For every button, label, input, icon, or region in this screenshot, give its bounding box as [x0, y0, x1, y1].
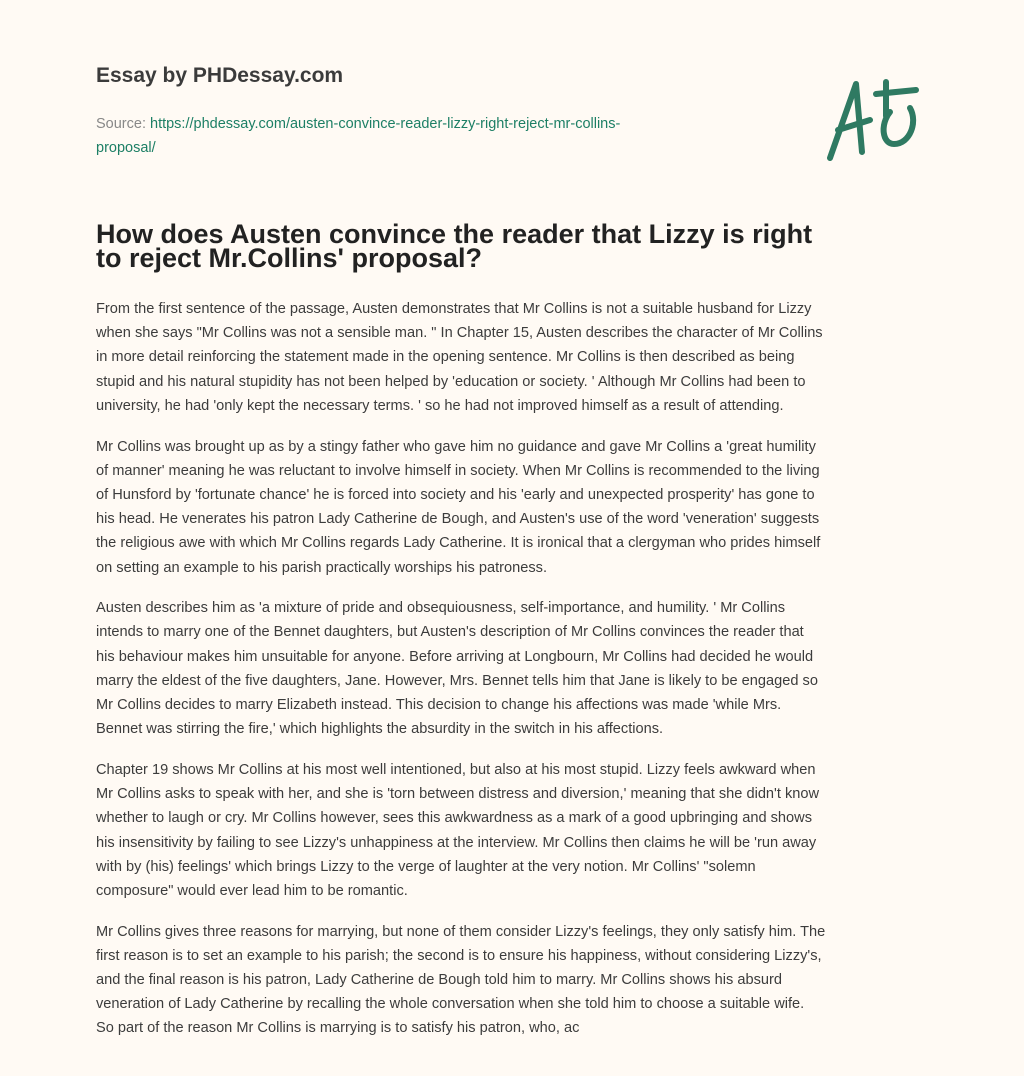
- a-plus-logo-icon: [820, 72, 930, 164]
- paragraph-line: Mr Collins decides to marry Elizabeth instead. This decision to change his affections was made 'while Mrs.: [96, 697, 782, 714]
- paragraph-line: marry the eldest of the five daughters, Jane. However, Mrs. Bennet tells him that Jane is likely to be engaged so: [96, 672, 818, 689]
- source-link[interactable]: [96, 116, 620, 156]
- paragraph-line: of Hunsford by 'fortunate chance' he is forced into society and his 'early and unexpected prosperity' has gone to: [96, 486, 815, 503]
- title-line: to reject Mr.Collins' proposal?: [96, 243, 482, 274]
- paragraph-line: of manner' meaning he was reluctant to involve himself in society. When Mr Collins is recommended to the living: [96, 462, 820, 479]
- paragraph-line: on setting an example to his parish practically worships his patroness.: [96, 559, 548, 576]
- essay-title: [96, 219, 936, 274]
- source-url-line: proposal/: [96, 140, 156, 156]
- paragraph: [96, 596, 946, 741]
- paragraph-line: veneration of Lady Catherine by recalling the whole conversation when she told him to choose a suitable wife.: [96, 996, 805, 1013]
- paragraph-line: and the final reason is his patron, Lady Catherine de Bough told him to marry. Mr Collins shows his absurd: [96, 972, 782, 989]
- paragraph-line: with by (his) feelings' which brings Lizzy to the verge of laughter at the very notion. Mr Collins' "solemn: [96, 858, 756, 875]
- paragraph: [96, 297, 946, 418]
- title-line: How does Austen convince the reader that Lizzy is right: [96, 219, 813, 249]
- paragraph-line: whether to laugh or cry. Mr Collins however, sees this awkwardness as a mark of a good upbringing and shows: [96, 810, 812, 827]
- source-line: [96, 112, 736, 160]
- paragraph-line: first reason is to set an example to his parish; the second is to ensure his happiness, without considering Lizzy's,: [96, 947, 822, 964]
- paragraph-line: intends to marry one of the Bennet daughters, but Austen's description of Mr Collins convinces the reader that: [96, 624, 804, 641]
- paragraph-line: Mr Collins was brought up as by a stingy father who gave him no guidance and gave Mr Collins a 'great humility: [96, 438, 816, 455]
- paragraph-line: the religious awe with which Mr Collins regards Lady Catherine. It is ironical that a clergyman who prides himself: [96, 535, 821, 552]
- paragraph: [96, 758, 946, 903]
- paragraph-line: Bennet was stirring the fire,' which highlights the absurdity in the switch in his affections.: [96, 721, 664, 738]
- source-url-line: https://phdessay.com/austen-convince-reader-lizzy-right-reject-mr-collins-: [150, 116, 621, 132]
- paragraph-line: So part of the reason Mr Collins is marrying is to satisfy his patron, who, ac: [96, 1020, 580, 1037]
- paragraph-line: stupid and his natural stupidity has not been helped by 'education or society. ' Although Mr Collins had been to: [96, 373, 806, 390]
- paragraph-line: when she says "Mr Collins was not a sensible man. " In Chapter 15, Austen describes the character of Mr Collins: [96, 325, 823, 342]
- paragraph-line: Chapter 19 shows Mr Collins at his most well intentioned, but also at his most stupid. Lizzy feels awkward when: [96, 761, 816, 778]
- paragraph-line: From the first sentence of the passage, Austen demonstrates that Mr Collins is not a suitable husband for Lizzy: [96, 301, 812, 317]
- paragraph: [96, 435, 946, 580]
- source-label: Source:: [96, 116, 150, 132]
- paragraph-line: university, he had 'only kept the necessary terms. ' so he had not improved himself as a result of attending.: [96, 397, 784, 414]
- paragraph-line: his behaviour makes him unsuitable for anyone. Before arriving at Longbourn, Mr Collins had decided he would: [96, 648, 814, 665]
- paragraph-line: in more detail reinforcing the statement made in the opening sentence. Mr Collins is then described as being: [96, 349, 795, 366]
- paragraph-line: his head. He venerates his patron Lady Catherine de Bough, and Austen's use of the word 'veneration' suggests: [96, 511, 820, 528]
- paragraph-line: Austen describes him as 'a mixture of pride and obsequiousness, self-importance, and humility. ' Mr Collins: [96, 600, 786, 617]
- site-title: Essay by PHDessay.com: [96, 64, 344, 87]
- essay-body: [96, 297, 946, 1057]
- paragraph: [96, 920, 946, 1041]
- paragraph-line: Mr Collins asks to speak with her, and she is 'torn between distress and diversion,' meaning that she didn't know: [96, 786, 820, 803]
- paragraph-line: composure" would ever lead him to be romantic.: [96, 882, 408, 899]
- paragraph-line: his insensitivity by failing to see Lizzy's unhappiness at the interview. Mr Collins then claims he will be 'run away: [96, 834, 817, 851]
- paragraph-line: Mr Collins gives three reasons for marrying, but none of them consider Lizzy's feelings, they only satisfy him. The: [96, 923, 826, 940]
